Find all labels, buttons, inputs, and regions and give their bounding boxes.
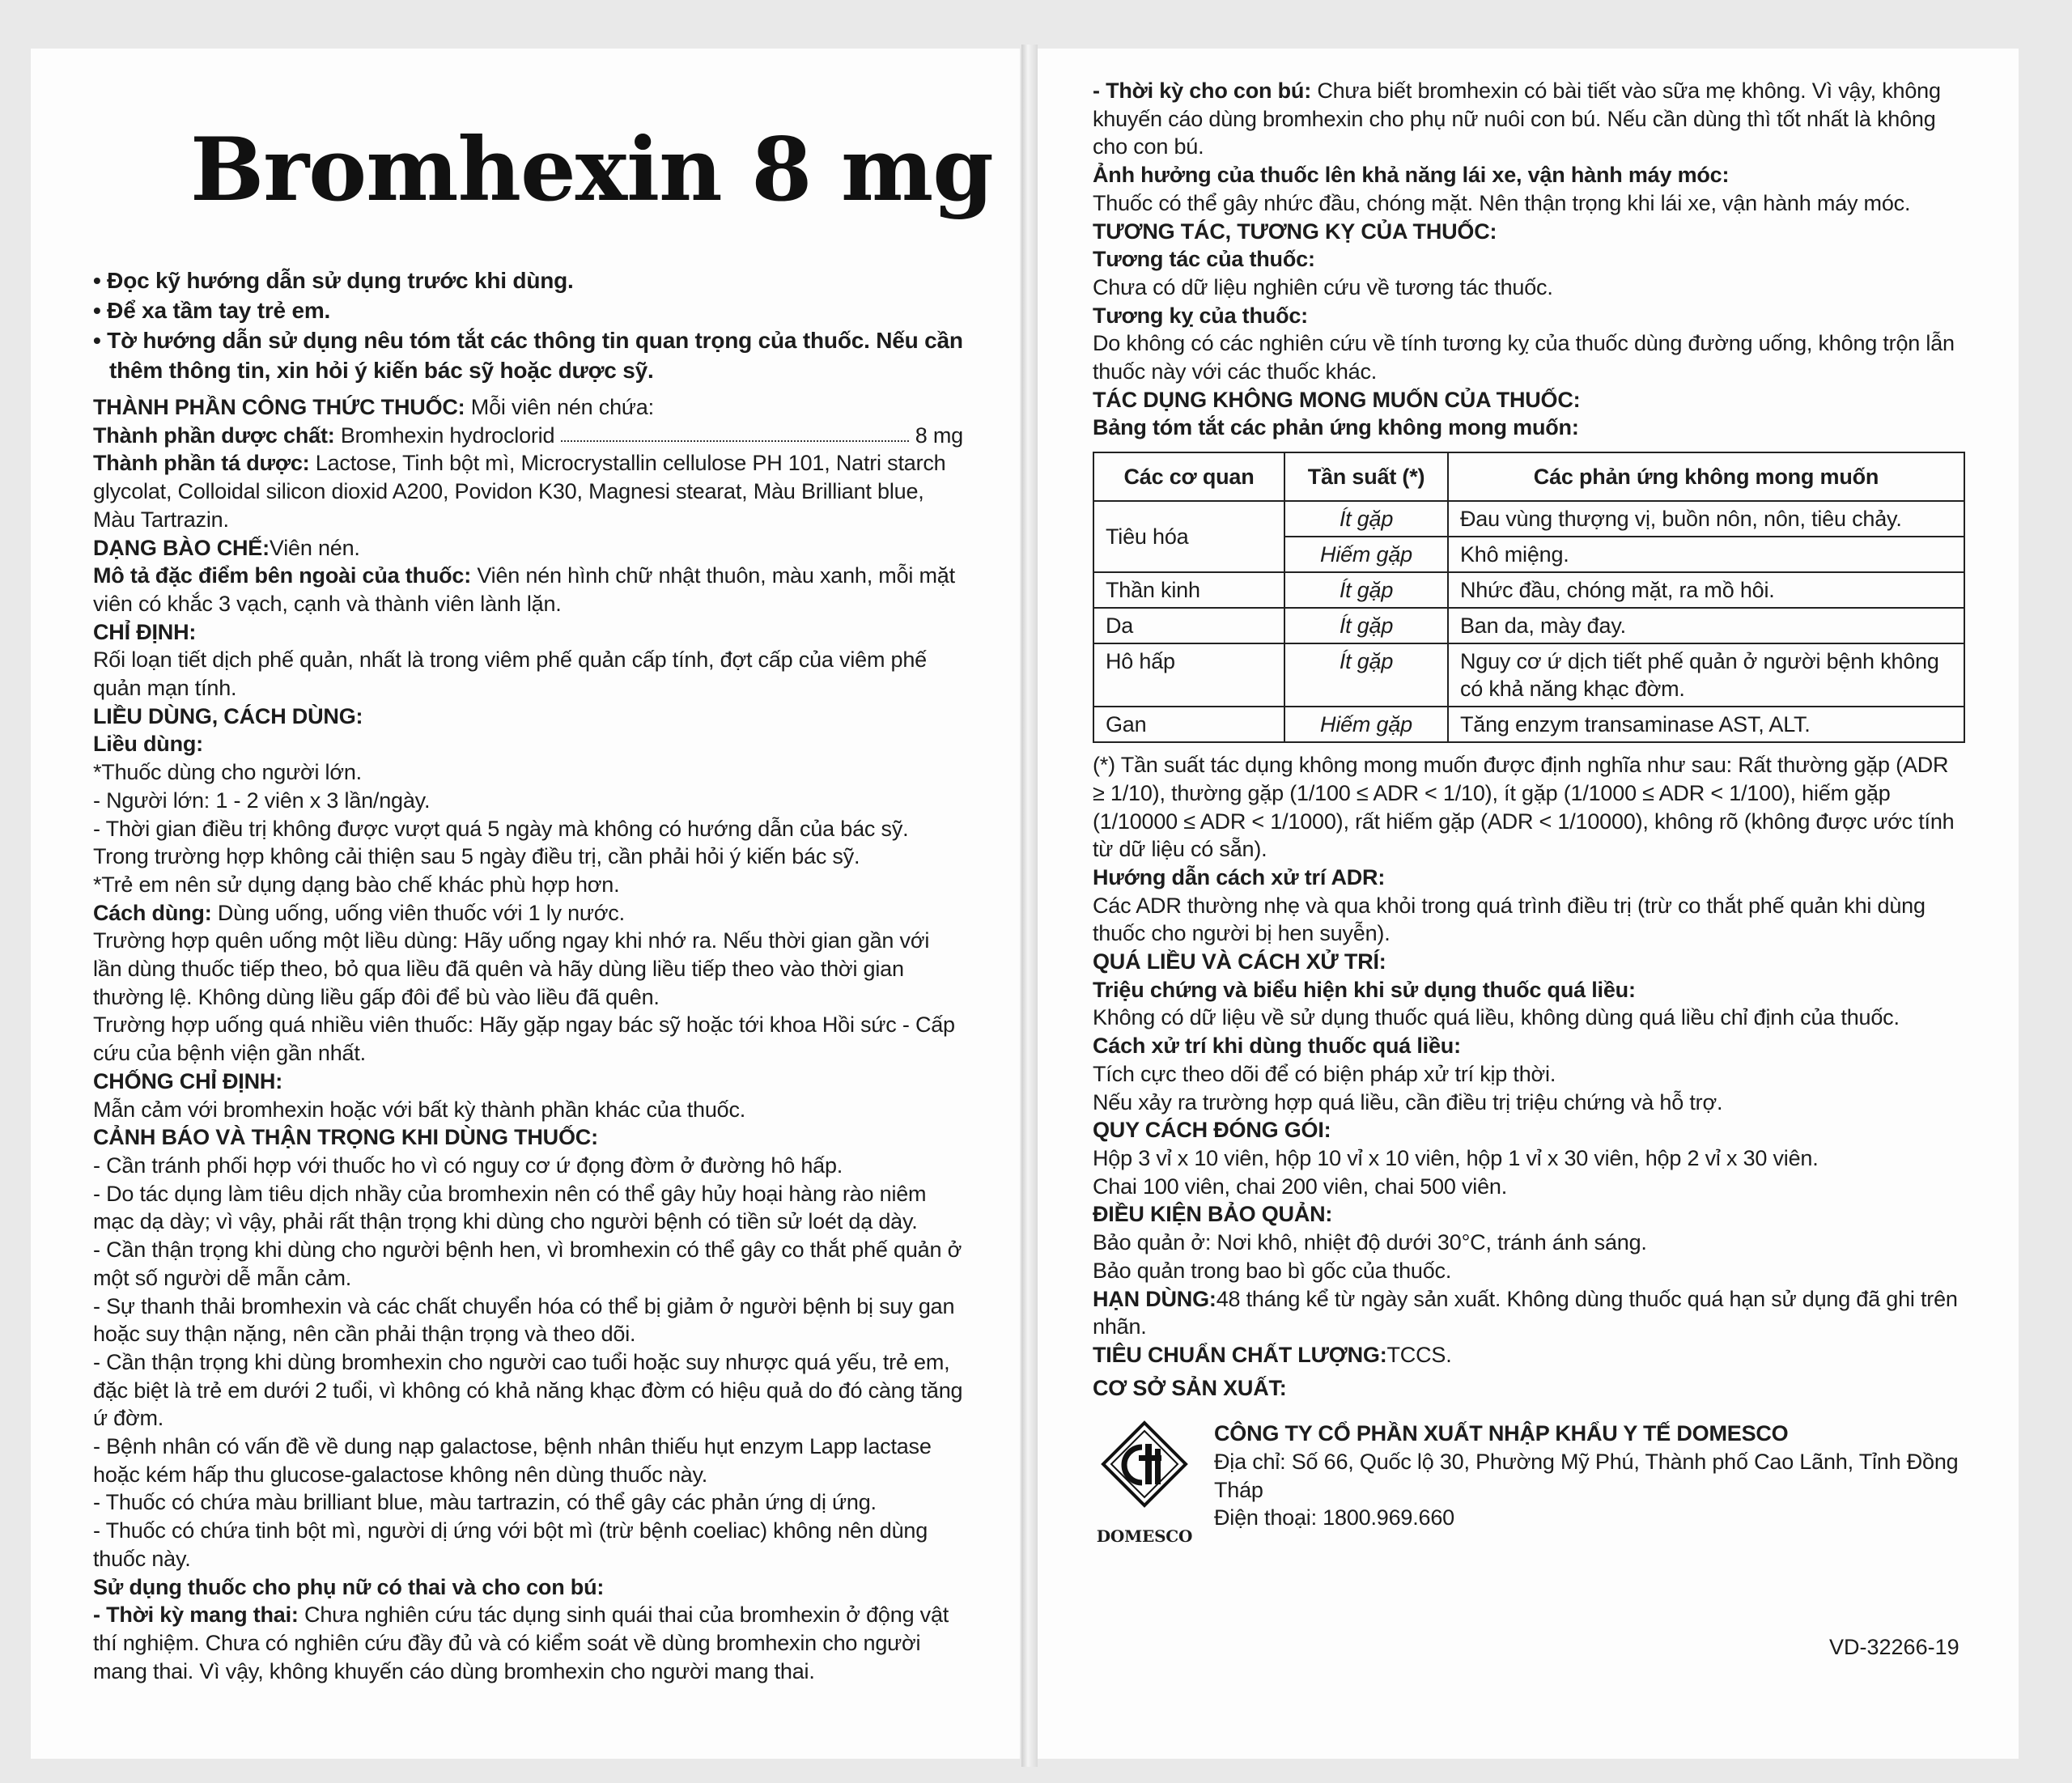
left-column [93,265,963,1685]
overdose-heading: QUÁ LIỀU VÀ CÁCH XỬ TRÍ: [1093,949,1386,974]
bullet-1: • Đọc kỹ hướng dẫn sử dụng trước khi dùng. [93,268,574,293]
column-header: Các cơ quan [1093,452,1284,501]
organ-cell: Thần kinh [1093,572,1284,608]
breastfeeding: - Thời kỳ cho con bú: Chưa biết bromhexin có bài tiết vào sữa mẹ không. Vì vậy, không khuyến cáo dùng bromhexin cho phụ nữ nuôi con bú. Nếu cần dùng thì tốt nhất là không cho con bú. [1093,79,1941,159]
organ-cell: Da [1093,608,1284,643]
overdose-treatment-line: Nếu xảy ra trường hợp quá liều, cần điều trị triệu chứng và hỗ trợ. [1093,1089,1723,1114]
organ-cell: Hô hấp [1093,643,1284,707]
adr-table-title: Bảng tóm tắt các phản ứng không mong muốn: [1093,415,1579,440]
quality-standard: TIÊU CHUẨN CHẤT LƯỢNG:TCCS. [1093,1342,1452,1367]
frequency-cell: Ít gặp [1284,608,1448,643]
page-fold [1021,45,1038,1767]
warning-line: - Thuốc có chứa tinh bột mì, người dị ứng với bột mì (trừ bệnh coeliac) không nên dùng thuốc này. [93,1518,928,1571]
dose-line: - Người lớn: 1 - 2 viên x 3 lần/ngày. [93,787,431,813]
organ-cell: Gan [1093,707,1284,742]
adr-guide-label: Hướng dẫn cách xử trí ADR: [1093,864,1386,889]
packaging-line: Hộp 3 vỉ x 10 viên, hộp 10 vỉ x 10 viên, hộp 1 vỉ x 30 viên, hộp 2 vỉ x 30 viên. [1093,1145,1819,1170]
reaction-cell: Nguy cơ ứ dịch tiết phế quản ở người bệnh không có khả năng khạc đờm. [1448,643,1964,707]
usage-line: Trường hợp uống quá nhiều viên thuốc: Hãy gặp ngay bác sỹ hoặc tới khoa Hồi sức - Cấp cứu của bệnh viện gần nhất. [93,1012,955,1066]
overdose-treatment-label: Cách xử trí khi dùng thuốc quá liều: [1093,1034,1461,1059]
warning-line: - Cần tránh phối hợp với thuốc ho vì có nguy cơ ứ đọng đờm ở đường hô hấp. [93,1153,843,1178]
storage-line: Bảo quản trong bao bì gốc của thuốc. [1093,1258,1452,1283]
frequency-note: (*) Tần suất tác dụng không mong muốn được định nghĩa như sau: Rất thường gặp (ADR ≥ 1/10), thường gặp (1/100 ≤ ADR < 1/10), ít gặp (1/1000 ≤ ADR < 1/100), hiếm gặp (1/10000 ≤ ADR < 1/1000), rất hiếm gặp (ADR < 1/10000), không rõ (không được ước tính từ dữ liệu có sẵn). [1093,753,1955,862]
right-column [1093,77,1965,1551]
frequency-cell: Ít gặp [1284,643,1448,707]
overdose-symptom-text: Không có dữ liệu về sử dụng thuốc quá liều, không dùng quá liều chỉ định của thuốc. [1093,1005,1900,1030]
dosage-form: DẠNG BÀO CHẾ:Viên nén. [93,535,360,560]
reaction-cell: Tăng enzym transaminase AST, ALT. [1448,707,1964,742]
dose-label: Liều dùng: [93,732,203,757]
company-info [1214,1420,1965,1532]
table-row [1093,608,1964,643]
driving-heading: Ảnh hưởng của thuốc lên khả năng lái xe, vận hành máy móc: [1093,163,1730,188]
driving-text: Thuốc có thể gây nhức đầu, chóng mặt. Nên thận trọng khi lái xe, vận hành máy móc. [1093,190,1911,215]
table-row [1093,501,1964,537]
product-title: Bromhexin 8 mg [190,119,993,221]
warning-line: - Cần thận trọng khi dùng cho người bệnh hen, vì bromhexin có thể gây co thắt phế quản ở một số người dễ mẫn cảm. [93,1237,962,1290]
packaging-line: Chai 100 viên, chai 200 viên, chai 500 viên. [1093,1174,1508,1199]
table-row [1093,572,1964,608]
interaction-text: Chưa có dữ liệu nghiên cứu về tương tác thuốc. [1093,274,1553,299]
reaction-cell: Nhức đầu, chóng mặt, ra mồ hôi. [1448,572,1964,608]
adr-table [1093,452,1965,743]
expiry: HẠN DÙNG:48 tháng kể từ ngày sản xuất. Không dùng thuốc quá hạn sử dụng đã ghi trên nhãn. [1093,1286,1958,1339]
warning-bullets [93,265,963,385]
bullet-3: • Tờ hướng dẫn sử dụng nêu tóm tắt các thông tin quan trọng của thuốc. Nếu cần thêm thông tin, xin hỏi ý kiến bác sỹ hoặc dược sỹ. [93,328,963,383]
storage-heading: ĐIỀU KIỆN BẢO QUẢN: [1093,1202,1333,1227]
dose-line: *Thuốc dùng cho người lớn. [93,760,362,785]
reaction-cell: Đau vùng thượng vị, buồn nôn, nôn, tiêu chảy. [1448,501,1964,537]
reaction-cell: Ban da, mày đay. [1448,608,1964,643]
domesco-logo-icon [1100,1420,1189,1509]
pregnancy-text: - Thời kỳ mang thai: Chưa nghiên cứu tác dụng sinh quái thai của bromhexin ở động vật thí nghiệm. Chưa có nghiên cứu đầy đủ và có kiểm soát về dùng bromhexin cho người mang thai. Vì vậy, không khuyến cáo dùng bromhexin cho người mang thai. [93,1603,949,1683]
incompatibility-label: Tương kỵ của thuốc: [1093,303,1308,328]
column-header: Tần suất (*) [1284,452,1448,501]
manufacturer-heading: CƠ SỞ SẢN XUẤT: [1093,1375,1287,1400]
contraindication-heading: CHỐNG CHỈ ĐỊNH: [93,1068,282,1093]
company-address: Địa chỉ: Số 66, Quốc lộ 30, Phường Mỹ Phú, Thành phố Cao Lãnh, Tỉnh Đồng Tháp [1214,1450,1959,1502]
table-row [1093,643,1964,707]
reaction-cell: Khô miệng. [1448,537,1964,572]
adr-guide-text: Các ADR thường nhẹ và qua khỏi trong quá trình điều trị (trừ co thắt phế quản khi dùng thuốc cho người bị hen suyễn). [1093,893,1926,946]
interaction-heading: TƯƠNG TÁC, TƯƠNG KỴ CỦA THUỐC: [1093,219,1497,244]
usage-line: Trường hợp quên uống một liều dùng: Hãy uống ngay khi nhớ ra. Nếu thời gian gần với lần dùng thuốc tiếp theo, bỏ qua liều đã quên và hãy dùng liều tiếp theo vào thời gian thường lệ. Không dùng liều gấp đôi để bù vào liều đã quên. [93,928,930,1009]
incompatibility-text: Do không có các nghiên cứu về tính tương kỵ của thuốc dùng đường uống, không trộn lẫn thuốc này với các thuốc khác. [1093,331,1955,384]
packaging-heading: QUY CÁCH ĐÓNG GÓI: [1093,1118,1331,1143]
warning-line: - Do tác dụng làm tiêu dịch nhầy của bromhexin nên có thể gây hủy hoại hàng rào niêm mạc dạ dày; vì vậy, phải rất thận trọng khi dùng cho người bệnh có tiền sử loét dạ dày. [93,1181,927,1234]
usage: Cách dùng: Dùng uống, uống viên thuốc với 1 ly nước. [93,900,625,925]
excipients: Thành phần tá dược: Lactose, Tinh bột mì, Microcrystallin cellulose PH 101, Natri starch glycolat, Colloidal silicon dioxid A200, Povidon K30, Magnesi stearat, Màu Brilliant blue, Màu Tartrazin. [93,451,946,532]
warning-heading: CẢNH BÁO VÀ THẬN TRỌNG KHI DÙNG THUỐC: [93,1125,598,1150]
composition: THÀNH PHẦN CÔNG THỨC THUỐC: Mỗi viên nén chứa: [93,395,654,419]
storage-line: Bảo quản ở: Nơi khô, nhiệt độ dưới 30°C, tránh ánh sáng. [1093,1230,1647,1255]
warning-line: - Cần thận trọng khi dùng bromhexin cho người cao tuổi hoặc suy nhược quá yếu, trẻ em, đặc biệt là trẻ em dưới 2 tuổi, vì không có khả năng khạc đờm có hiệu quả do đó càng tăng ứ đờm. [93,1349,963,1431]
dose-line: *Trẻ em nên sử dụng dạng bào chế khác phù hợp hơn. [93,872,620,897]
frequency-cell: Ít gặp [1284,501,1448,537]
warning-line: - Thuốc có chứa màu brilliant blue, màu tartrazin, có thể gây các phản ứng dị ứng. [93,1490,877,1515]
contraindication-text: Mẫn cảm với bromhexin hoặc với bất kỳ thành phần khác của thuốc. [93,1097,746,1122]
pregnancy-heading: Sử dụng thuốc cho phụ nữ có thai và cho con bú: [93,1574,605,1599]
warning-line: - Bệnh nhân có vấn đề về dung nạp galactose, bệnh nhân thiếu hụt enzym Lapp lactase hoặc kém hấp thu glucose-galactose không nên dùng thuốc này. [93,1434,932,1487]
document-code: VD-32266-19 [1829,1635,1959,1659]
overdose-treatment-line: Tích cực theo dõi để có biện pháp xử trí kịp thời. [1093,1061,1556,1086]
interaction-label: Tương tác của thuốc: [1093,247,1315,272]
dose-line: - Thời gian điều trị không được vượt quá 5 ngày mà không có hướng dẫn của bác sỹ. Trong trường hợp không cải thiện sau 5 ngày điều trị, cần phải hỏi ý kiến bác sỹ. [93,816,909,869]
organ-cell: Tiêu hóa [1093,501,1284,572]
table-header-row [1093,452,1964,501]
table-row [1093,707,1964,742]
warning-line: - Sự thanh thải bromhexin và các chất chuyển hóa có thể bị giảm ở người bệnh bị suy gan hoặc suy thận nặng, nên cần phải thận trọng và theo dõi. [93,1293,955,1347]
dosage-heading: LIỀU DÙNG, CÁCH DÙNG: [93,703,363,728]
description: Mô tả đặc điểm bên ngoài của thuốc: Viên nén hình chữ nhật thuôn, màu xanh, mỗi mặt viên có khắc 3 vạch, cạnh và thành viên lành lặn. [93,563,955,616]
company-name: CÔNG TY CỔ PHẦN XUẤT NHẬP KHẨU Y TẾ DOMESCO [1214,1421,1789,1446]
bullet-2: • Để xa tầm tay trẻ em. [93,298,331,323]
frequency-cell: Hiếm gặp [1284,707,1448,742]
column-header: Các phản ứng không mong muốn [1448,452,1964,501]
active-ingredient: Thành phần dược chất: Bromhexin hydroclorid 8 mg [93,422,963,448]
frequency-cell: Ít gặp [1284,572,1448,608]
domesco-logo [1093,1420,1196,1550]
manufacturer-block [1093,1420,1965,1550]
indication-text: Rối loạn tiết dịch phế quản, nhất là trong viêm phế quản cấp tính, đợt cấp của viêm phế quản mạn tính. [93,647,927,701]
company-phone: Điện thoại: 1800.969.660 [1214,1505,1454,1530]
indication-heading: CHỈ ĐỊNH: [93,619,197,644]
adr-heading: TÁC DỤNG KHÔNG MONG MUỐN CỦA THUỐC: [1093,387,1581,412]
overdose-symptom-label: Triệu chứng và biểu hiện khi sử dụng thuốc quá liều: [1093,977,1636,1002]
logo-label: DOMESCO [1096,1526,1193,1547]
frequency-cell: Hiếm gặp [1284,537,1448,572]
